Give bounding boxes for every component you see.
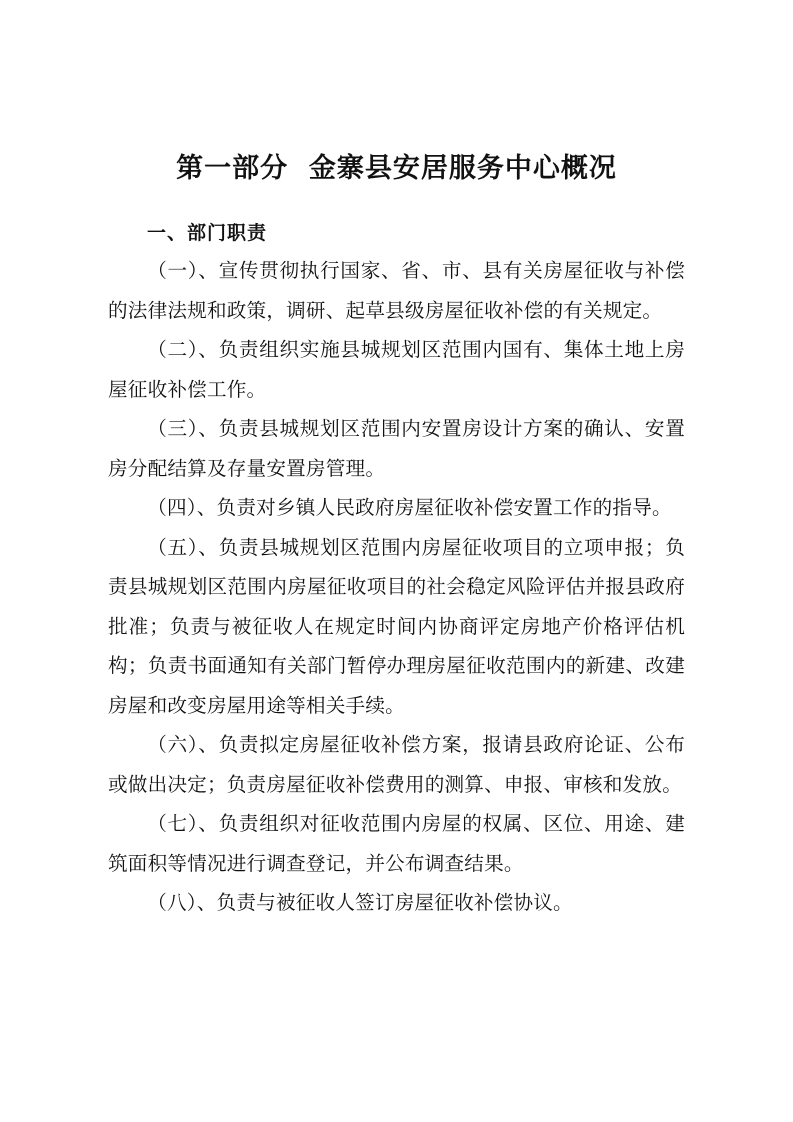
paragraph-duty-1: （一）、宣传贯彻执行国家、省、市、县有关房屋征收与补偿的法律法规和政策，调研、起草县级房屋征收补偿的有关规定。 (108, 259, 685, 322)
paragraph-duty-6: （六）、负责拟定房屋征收补偿方案，报请县政府论证、公布或做出决定；负责房屋征收补偿费用的测算、申报、审核和发放。 (108, 733, 685, 796)
section-heading: 一、部门职责 (147, 222, 268, 244)
paragraph-duty-5: （五）、负责县城规划区范围内房屋征收项目的立项申报；负责县城规划区范围内房屋征收项目的社会稳定风险评估并报县政府批准；负责与被征收人在规定时间内协商评定房地产价格评估机构；负责书面通知有关部门暂停办理房屋征收范围内的新建、改建房屋和改变房屋用途等相关手续。 (108, 535, 685, 717)
paragraph-duty-7: （七）、负责组织对征收范围内房屋的权属、区位、用途、建筑面积等情况进行调查登记，并公布调查结果。 (108, 812, 685, 875)
paragraph-duty-8: （八）、负责与被征收人签订房屋征收补偿协议。 (147, 891, 573, 914)
paragraph-duty-4: （四）、负责对乡镇人民政府房屋征收补偿安置工作的指导。 (147, 496, 672, 519)
paragraph-duty-2: （二）、负责组织实施县城规划区范围内国有、集体土地上房屋征收补偿工作。 (108, 338, 685, 401)
paragraph-duty-3: （三）、负责县城规划区范围内安置房设计方案的确认、安置房分配结算及存量安置房管理。 (108, 417, 685, 480)
page-title: 第一部分 金寨县安居服务中心概况 (176, 153, 617, 184)
document-body (108, 251, 685, 923)
